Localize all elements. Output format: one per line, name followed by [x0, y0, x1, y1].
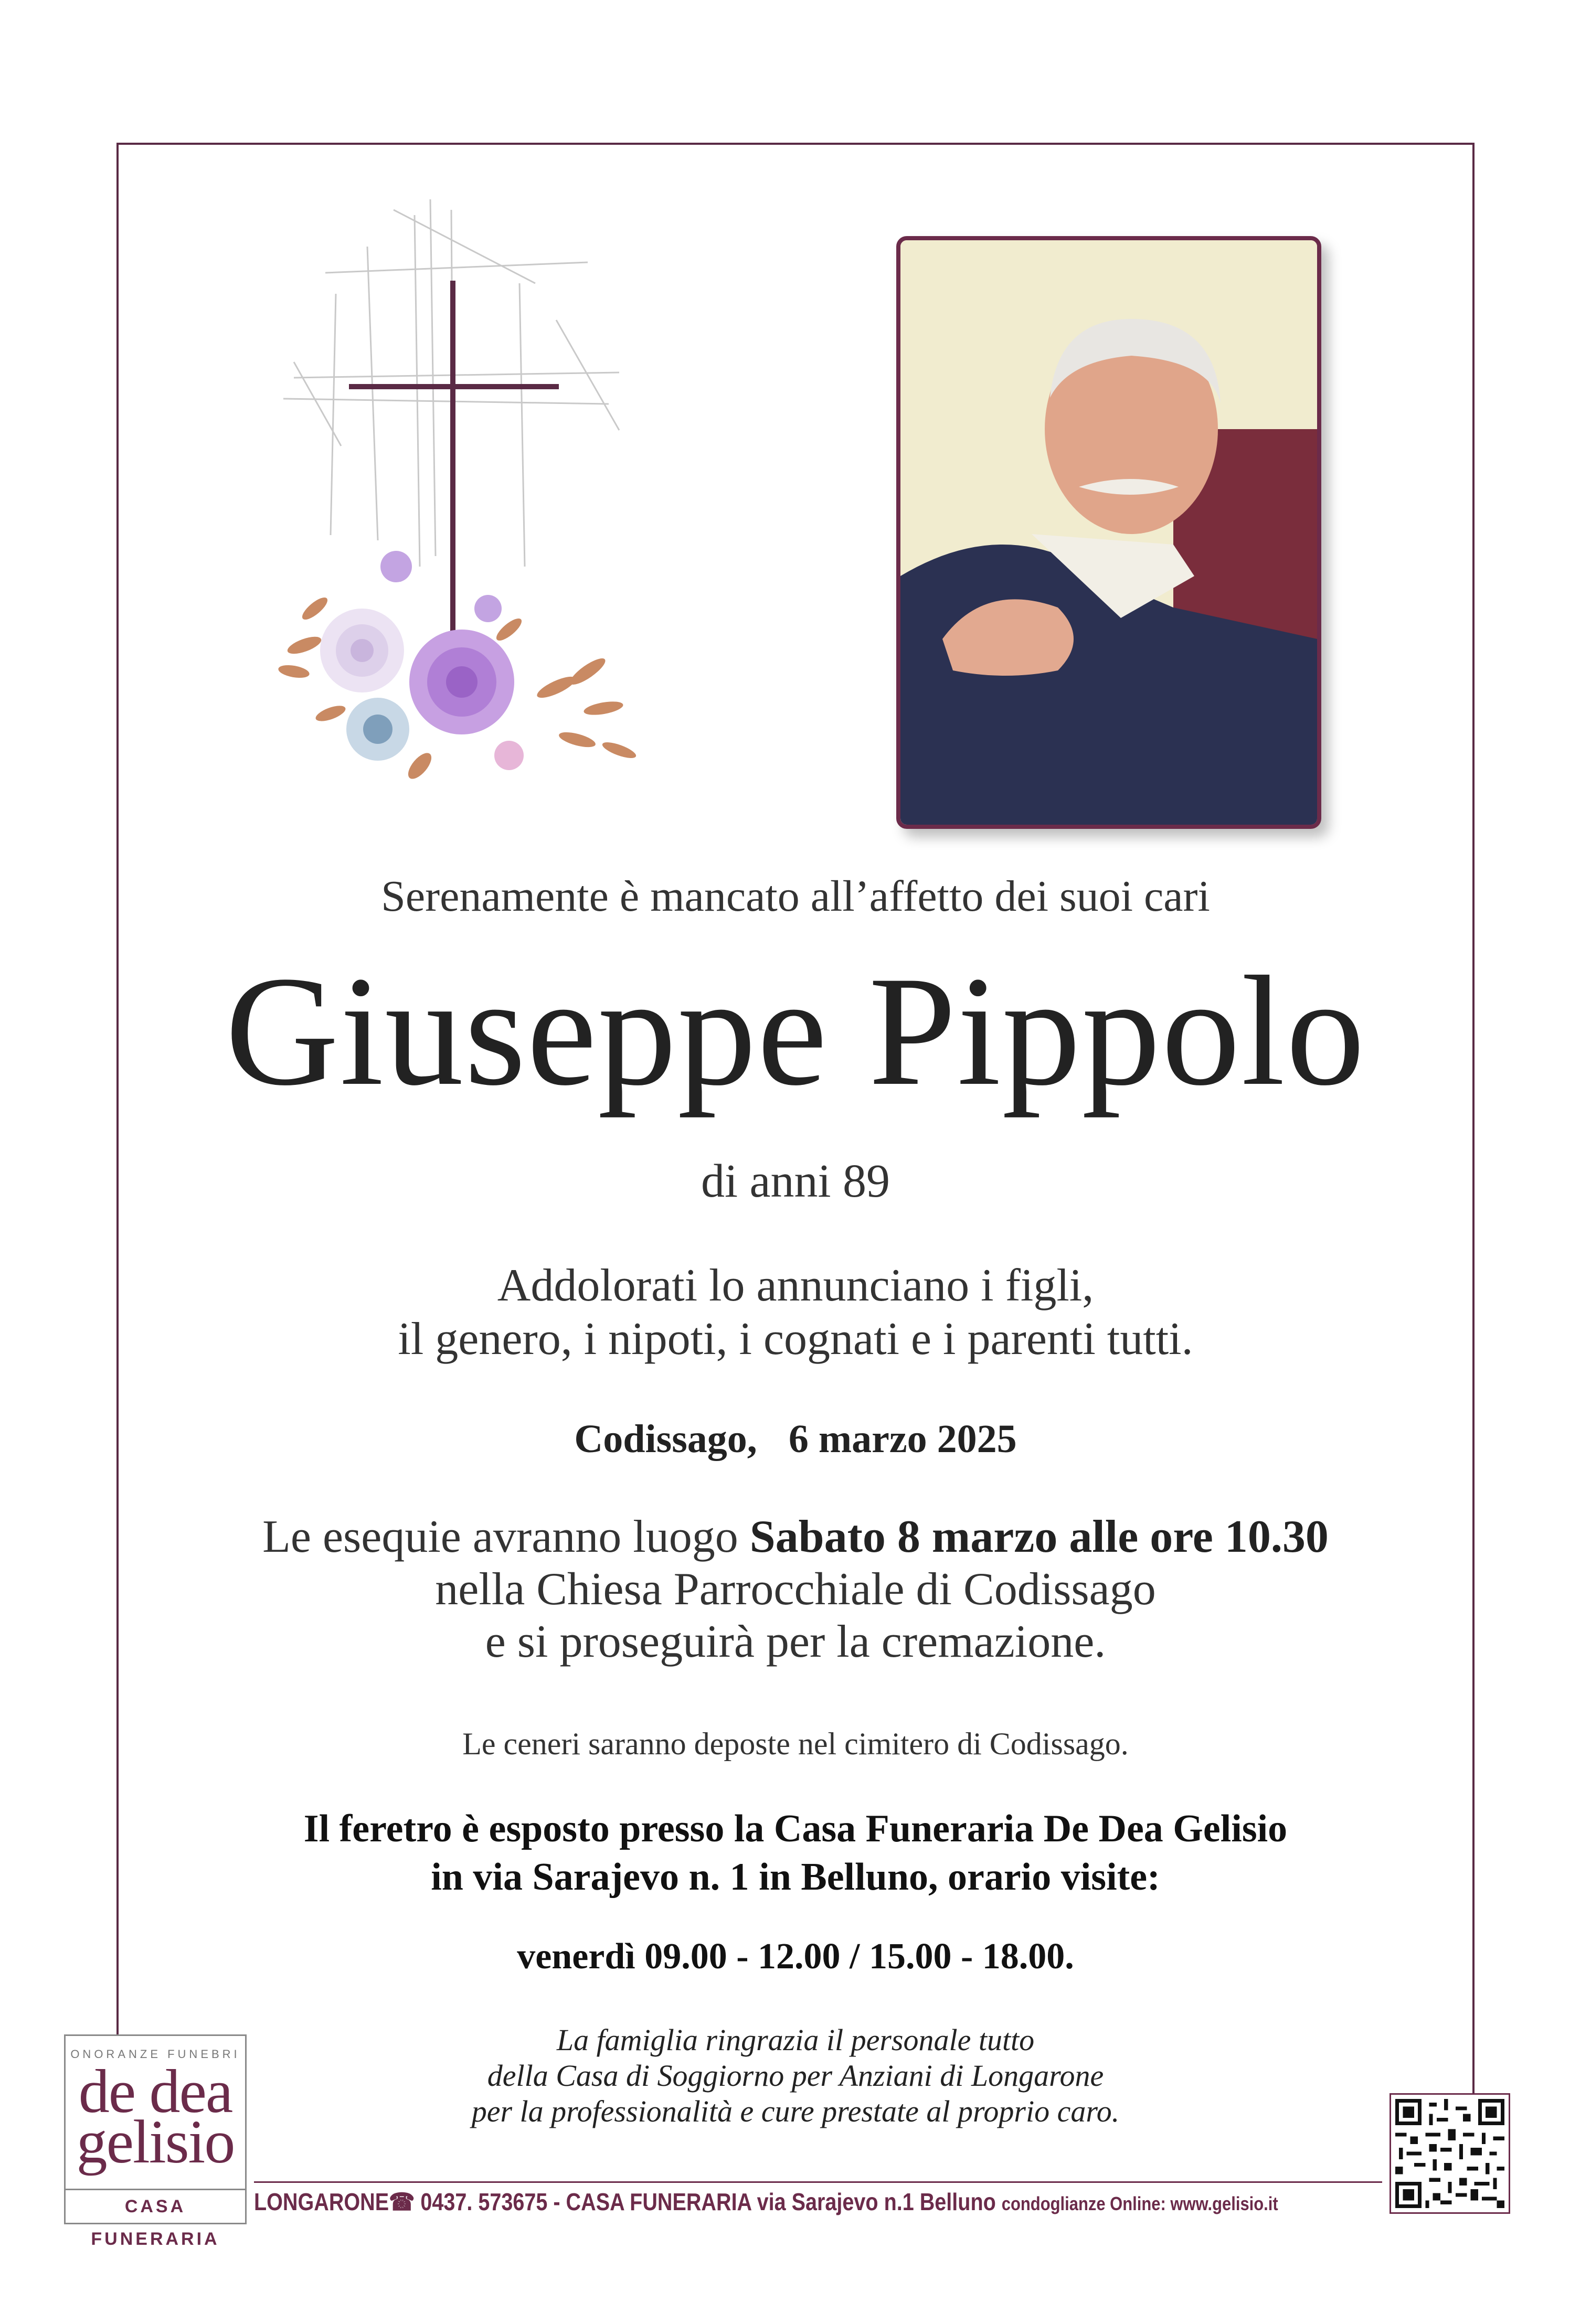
thanks-line-2: della Casa di Soggiorno per Anziani di Longarone	[487, 2059, 1104, 2093]
footer-contacts	[254, 2188, 1278, 2230]
footer-website[interactable]: www.gelisio.it	[1170, 2193, 1278, 2214]
footer-phone: 0437. 573675	[420, 2188, 548, 2215]
cross-with-flowers-icon	[262, 199, 661, 803]
phone-icon: ☎	[389, 2188, 421, 2215]
footer-address: - CASA FUNERARIA via Sarajevo n.1 Belluno	[547, 2188, 1002, 2215]
thanks-line-1: La famiglia ringrazia il personale tutto	[556, 2023, 1035, 2057]
footer-city: LONGARONE	[254, 2188, 389, 2215]
viewing-line-1: Il feretro è esposto presso la Casa Funeraria De Dea Gelisio	[303, 1807, 1288, 1850]
ashes-text: Le ceneri saranno deposte nel cimitero di Codissago.	[462, 1726, 1129, 1761]
funeral-info	[0, 1511, 1591, 1668]
logo-bottom-text: CASA FUNERARIA	[66, 2189, 245, 2223]
funeral-home-logo	[64, 2034, 247, 2249]
logo-name	[66, 2057, 245, 2176]
funeral-prefix: Le esequie avranno luogo	[262, 1511, 750, 1562]
portrait-photo	[896, 236, 1321, 829]
place-date	[0, 1416, 1591, 1462]
announcement	[0, 1259, 1591, 1366]
footer-divider	[254, 2181, 1382, 2183]
logo-top-text: ONORANZE FUNEBRI	[70, 2048, 240, 2061]
funeral-datetime: Sabato 8 marzo alle ore 10.30	[749, 1511, 1329, 1562]
announcement-line-1: Addolorati lo annunciano i figli,	[497, 1260, 1094, 1311]
footer-condolences-label: condoglianze Online:	[1001, 2193, 1171, 2214]
intro-text: Serenamente è mancato all’affetto dei suoi cari	[381, 872, 1210, 921]
logo-line-2: gelisio	[76, 2107, 235, 2176]
deceased-name: Giuseppe Pippolo	[225, 944, 1366, 1118]
funeral-line-3: e si proseguirà per la cremazione.	[485, 1616, 1106, 1667]
viewing-line-2: in via Sarajevo n. 1 in Belluno, orario visite:	[431, 1856, 1160, 1899]
age-text: di anni 89	[701, 1155, 890, 1207]
qr-code-icon[interactable]	[1390, 2093, 1510, 2214]
date: 6 marzo 2025	[788, 1417, 1017, 1461]
logo-line-1: de dea	[78, 2057, 232, 2126]
place: Codissago,	[574, 1417, 757, 1461]
thanks-line-3: per la professionalità e cure prestate al proprio caro.	[471, 2094, 1120, 2128]
announcement-line-2: il genero, i nipoti, i cognati e i parenti tutti.	[398, 1314, 1193, 1364]
funeral-line-2: nella Chiesa Parrocchiale di Codissago	[435, 1564, 1156, 1615]
visiting-hours: venerdì 09.00 - 12.00 / 15.00 - 18.00.	[517, 1936, 1074, 1977]
viewing-info	[0, 1805, 1591, 1901]
